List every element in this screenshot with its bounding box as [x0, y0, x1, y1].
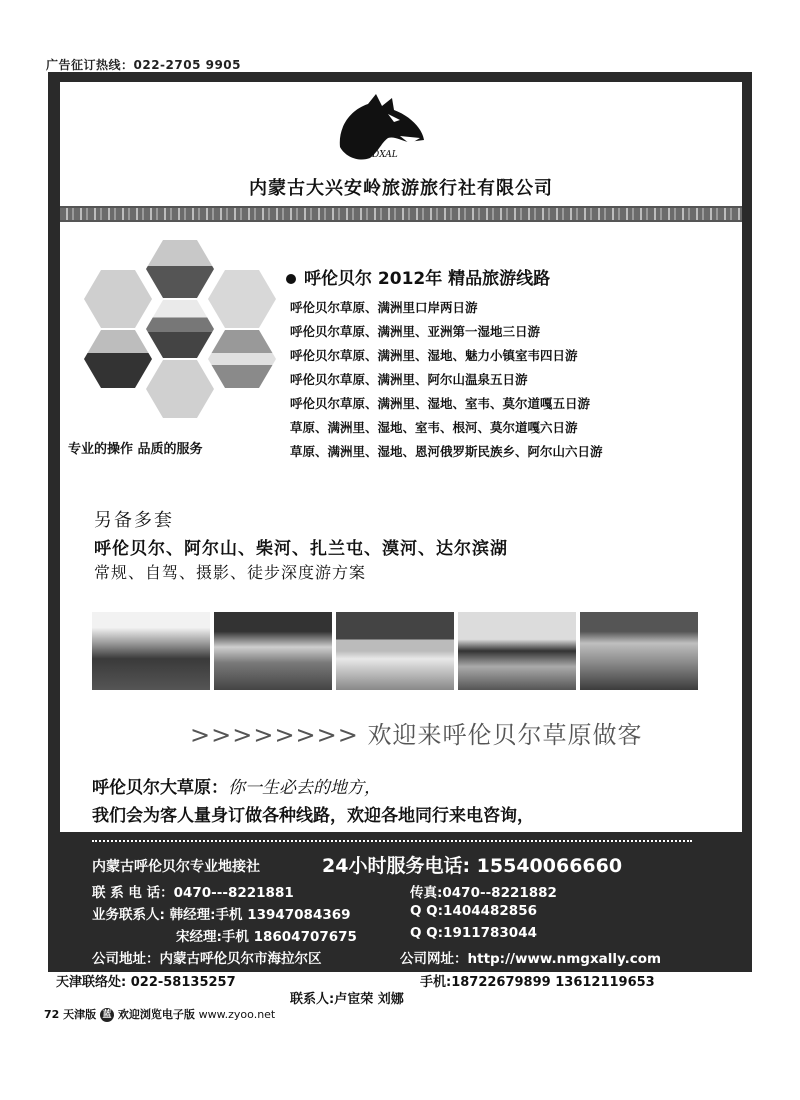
- routes-title: 呼伦贝尔 2012年 精品旅游线路: [286, 264, 550, 289]
- route-item: 呼伦贝尔草原、满洲里、湿地、室韦、莫尔道嘎五日游: [290, 396, 591, 411]
- company-website: 公司网址：http://www.nmgxally.com: [400, 951, 662, 967]
- horse-rider-photo: [84, 330, 152, 388]
- blank-hexagon: [208, 270, 276, 328]
- more-tour-types: 常规、自驾、摄影、徒步深度游方案: [94, 563, 367, 582]
- contact-qq-2: Q Q:1911783044: [410, 925, 537, 941]
- route-item: 草原、满洲里、湿地、室韦、根河、莫尔道嘎六日游: [290, 420, 578, 435]
- route-item: 呼伦贝尔草原、满洲里、阿尔山温泉五日游: [290, 372, 528, 387]
- tianjin-mobile: 手机:18722679899 13612119653: [420, 975, 655, 990]
- footer-url[interactable]: www.zyoo.net: [198, 1008, 276, 1021]
- more-destinations: 呼伦贝尔、阿尔山、柴河、扎兰屯、漠河、达尔滨湖: [94, 539, 508, 559]
- ad-hotline: 广告征订热线：022-2705 9905: [46, 58, 242, 72]
- yurt-photo: [208, 330, 276, 388]
- river-photo: [580, 612, 698, 690]
- tianjin-office: 天津联络处: 022-58135257: [56, 975, 236, 990]
- logo-text: DXAL: [372, 150, 398, 160]
- contact-qq-1: Q Q:1404482856: [410, 903, 537, 919]
- page-footer: 72 天津版 蓝 欢迎浏览电子版 www.zyoo.net: [44, 1008, 276, 1021]
- wetland-photo: [458, 612, 576, 690]
- route-item: 呼伦贝尔草原、满洲里、亚洲第一湿地三日游: [290, 324, 541, 339]
- horses-photo: [92, 612, 210, 690]
- cloudy-grassland-photo: [214, 612, 332, 690]
- edition-badge-icon: 蓝: [100, 1008, 114, 1022]
- grassland-photo: [146, 240, 214, 298]
- tagline-line1: 呼伦贝尔大草原：你一生必去的地方，: [92, 778, 381, 798]
- wolf-logo-icon: [330, 92, 430, 168]
- contact-staff-1: 业务联系人: 韩经理:手机 13947084369: [92, 907, 351, 923]
- agency-name: 内蒙古呼伦贝尔专业地接社: [92, 859, 260, 875]
- yurts-photo: [336, 612, 454, 690]
- route-item: 呼伦贝尔草原、满洲里口岸两日游: [290, 300, 478, 315]
- contact-staff-2: 宋经理:手机 18604707675: [176, 929, 357, 945]
- company-name: 内蒙古大兴安岭旅游旅行社有限公司: [249, 178, 553, 199]
- tianjin-contact-person: 联系人:卢宦荣 刘娜: [290, 992, 404, 1007]
- route-item: 草原、满洲里、湿地、恩河俄罗斯民族乡、阿尔山六日游: [290, 444, 603, 459]
- blank-hexagon: [146, 360, 214, 418]
- dotted-divider: [92, 840, 692, 842]
- tagline-line2: 我们会为客人量身订做各种线路，欢迎各地同行来电咨询，: [92, 806, 534, 826]
- decorative-border: [60, 206, 742, 222]
- blank-hexagon: [84, 270, 152, 328]
- welcome-banner: >>>>>>>> 欢迎来呼伦贝尔草原做客: [190, 721, 643, 749]
- route-item: 呼伦贝尔草原、满洲里、湿地、魅力小镇室韦四日游: [290, 348, 578, 363]
- contact-fax: 传真:0470--8221882: [410, 885, 557, 901]
- company-address: 公司地址：内蒙古呼伦贝尔市海拉尔区: [92, 951, 322, 967]
- contact-tel: 联 系 电 话：0470---8221881: [92, 885, 294, 901]
- flags-photo: [146, 300, 214, 358]
- bullet-icon: [286, 274, 296, 284]
- service-hotline: 24小时服务电话: 15540066660: [322, 855, 623, 877]
- hexagon-photo-collage: [80, 240, 290, 425]
- more-packages-title: 另备多套: [94, 510, 174, 531]
- service-slogan: 专业的操作 品质的服务: [68, 442, 203, 457]
